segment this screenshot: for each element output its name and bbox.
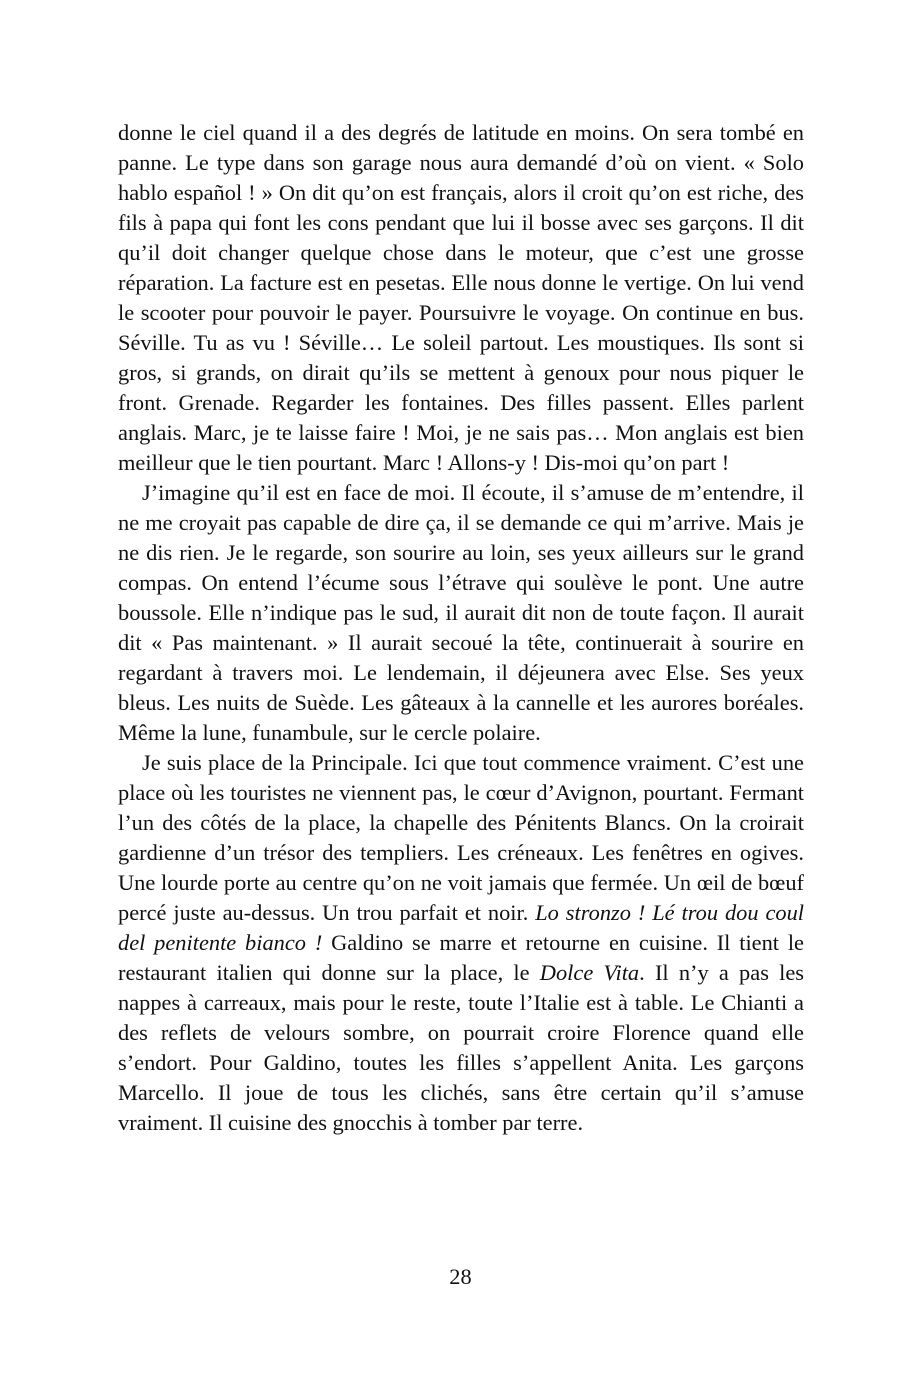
paragraph-3-text-b: Galdino se marre et retourne en cuisine. Il tient le restaurant italien qui donne sur la place, le (118, 930, 805, 985)
paragraph-3-text-c: . Il n’y a pas les nappes à carreaux, mais pour le reste, toute l’Italie est à table. Le Chianti a des reflets de velours sombre, on pourrait croire Florence quand elle s’endort. Pour Galdino, toutes les filles s’appellent Anita. Les garçons Marcello. Il joue de tous les clichés, sans être certain qu’il s’amuse vraiment. Il cuisine des gnocchis à tomber par terre. (118, 960, 804, 1135)
restaurant-name: Dolce Vita (539, 960, 640, 985)
paragraph-3-italic-quote: Lo stronzo ! Lé trou dou coul del penitente bianco ! (118, 900, 805, 955)
paragraph-3-text-a: Je suis place de la Principale. Ici que tout commence vraiment. C’est une place où les touristes ne viennent pas, le cœur d’Avignon, pourtant. Fermant l’un des côtés de la place, la chapelle des Pénitents Blancs. On la croirait gardienne d’un trésor des templiers. Les créneaux. Les fenêtres en ogives. Une lourde porte au centre qu’on ne voit jamais que fermée. Un œil de bœuf percé juste au-dessus. Un trou parfait et noir. (118, 750, 804, 925)
paragraph-1-text: donne le ciel quand il a des degrés de latitude en moins. On sera tombé en panne. Le type dans son garage nous aura demandé d’où on vient. « Solo hablo español ! » On dit qu’on est français, alors il croit qu’on est riche, des fils à papa qui font les cons pendant que lui il bosse avec ses garçons. Il dit qu’il doit changer quelque chose dans le moteur, que c’est une grosse réparation. La facture est en pesetas. Elle nous donne le vertige. On lui vend le scooter pour pouvoir le payer. Poursuivre le voyage. On continue en bus. Séville. Tu as vu ! Séville… Le soleil partout. Les moustiques. Ils sont si gros, si grands, on dirait qu’ils se mettent à genoux pour nous piquer le front. Grenade. Regarder les fontaines. Des filles passent. Elles parlent anglais. Marc, je te laisse faire ! Moi, je ne sais pas… Mon anglais est bien meilleur que le tien pourtant. Marc ! Allons-y ! Dis-moi qu’on part ! (118, 120, 804, 475)
paragraph-2 (118, 478, 804, 748)
paragraph-1 (118, 118, 804, 478)
paragraph-2-text: J’imagine qu’il est en face de moi. Il écoute, il s’amuse de m’entendre, il ne me croyait pas capable de dire ça, il se demande ce qui m’arrive. Mais je ne dis rien. Je le regarde, son sourire au loin, ses yeux ailleurs sur le grand compas. On entend l’écume sous l’étrave qui soulève le pont. Une autre boussole. Elle n’indique pas le sud, il aurait dit non de toute façon. Il aurait dit « Pas maintenant. » Il aurait secoué la tête, continuerait à sourire en regardant à travers moi. Le lendemain, il déjeunera avec Else. Ses yeux bleus. Les nuits de Suède. Les gâteaux à la cannelle et les aurores boréales. Même la lune, funambule, sur le cercle polaire. (118, 480, 804, 745)
page-number: 28 (449, 1264, 472, 1289)
book-page-text (118, 118, 804, 1138)
paragraph-3 (118, 748, 804, 1138)
